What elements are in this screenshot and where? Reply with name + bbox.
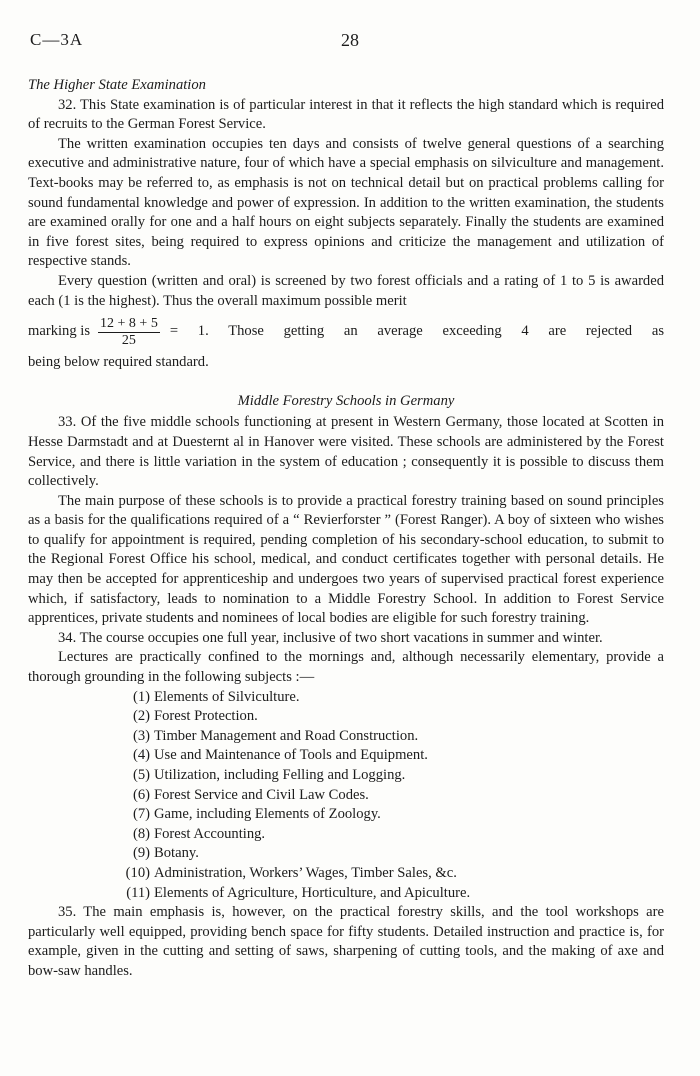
paragraph-lectures: Lectures are practically confined to the mornings and, although necessarily elementary, provide a thorough grounding in the following subjects :— [28, 649, 664, 686]
list-item-text: Utilization, including Felling and Logging. [154, 767, 406, 783]
list-item-number: (6) [132, 786, 150, 803]
list-item-text: Use and Maintenance of Tools and Equipment. [154, 747, 428, 764]
paragraph-32: 32. This State examination is of particular interest in that it reflects the high standard which is required of recruits to the German Forest Service. [28, 96, 664, 133]
list-item [124, 707, 664, 727]
list-item [124, 688, 664, 708]
merit-formula-line [28, 312, 664, 352]
marking-result: = 1. Those getting an average exceeding 4 are rejected as [169, 323, 664, 340]
list-item-text: Forest Service and Civil Law Codes. [154, 786, 369, 803]
list-item-number: (3) [132, 727, 150, 744]
section-title-middle-forestry-schools: Middle Forestry Schools in Germany [237, 392, 455, 409]
list-item [124, 746, 664, 766]
list-item-text: Administration, Workers’ Wages, Timber Sales, &c. [154, 864, 457, 881]
fraction-numerator: 12 + 8 + 5 [100, 315, 158, 331]
list-item [124, 844, 664, 864]
list-item-number: (7) [132, 806, 150, 823]
paragraph-below-standard: being below required standard. [28, 354, 209, 371]
marking-prefix: marking is [28, 323, 91, 340]
paragraph-33: 33. Of the five middle schools functioning at present in Western Germany, those located at Scotten in Hesse Darmstadt and at Duesternt al in Hanover were visited. These schools are administered by the Forest Service, and there is little variation in the system of education ; consequently it is possible to discuss them collectively. [28, 414, 664, 490]
paragraph-rating: Every question (written and oral) is screened by two forest officials and a rating of 1 to 5 is awarded each (1 is the highest). Thus the overall maximum possible merit [28, 272, 664, 309]
fraction-denominator: 25 [121, 332, 136, 348]
list-item [124, 864, 664, 884]
list-item-text: Elements of Silviculture. [154, 688, 300, 705]
list-item [124, 884, 664, 904]
list-item [124, 805, 664, 825]
list-item-number: (10) [125, 864, 150, 881]
list-item-text: Elements of Agriculture, Horticulture, and Apiculture. [154, 884, 471, 901]
page-number: 28 [341, 30, 359, 50]
list-item-number: (4) [132, 747, 150, 764]
list-item-text: Botany. [154, 845, 199, 862]
section-title-higher-state-examination: The Higher State Examination [28, 77, 206, 93]
document-code: C—3A [30, 30, 84, 49]
list-item-number: (2) [132, 708, 150, 725]
list-item-number: (9) [132, 845, 150, 862]
page-body [28, 76, 664, 982]
paragraph-written-examination: The written examination occupies ten days and consists of twelve general questions of a searching executive and administrative nature, four of which have a special emphasis on silviculture and management. Text-books may be referred to, as emphasis is not on technical detail but on practical problems calling for sound fundamental knowledge and power of expression. In addition to the written examination, the students are examined orally for one and a half hours on eight subjects separately. Finally the students are examined in five forest sites, being required to express opinions and criticize the management and utilization of respective stands. [28, 135, 664, 270]
list-item-text: Forest Protection. [154, 708, 258, 725]
paragraph-35: 35. The main emphasis is, however, on the practical forestry skills, and the tool workshops are particularly well equipped, providing bench space for fifty students. Detailed instruction and practice is, for example, given in the cutting and setting of saws, sharpening of cutting tools, and the making of axe and bow-saw handles. [28, 904, 664, 979]
merit-fraction [98, 316, 160, 349]
list-item-number: (11) [126, 884, 150, 901]
list-item-number: (1) [132, 688, 150, 705]
paragraph-34: 34. The course occupies one full year, inclusive of two short vacations in summer and winter. [58, 629, 603, 646]
list-item [124, 727, 664, 747]
list-item-number: (5) [132, 767, 150, 783]
paragraph-main-purpose: The main purpose of these schools is to provide a practical forestry training based on sound principles as a basis for the qualifications required of a “ Revierforster ” (Forest Ranger). A boy of sixteen who wishes to qualify for appointment is required, pending completion of his secondary-school education, to submit to the Regional Forest Office his school, medical, and conduct certificates together with personal details. He may then be accepted for apprenticeship and undergoes two years of supervised practical forest experience which, if satisfactory, leads to nomination to a Middle Forestry School. In addition to Forest Service apprentices, private students and nominees of local bodies are eligible for such forestry training. [28, 492, 664, 627]
list-item [124, 825, 664, 845]
list-item-text: Forest Accounting. [154, 825, 266, 842]
subjects-list [28, 688, 664, 904]
list-item-text: Game, including Elements of Zoology. [154, 806, 381, 823]
list-item-text: Timber Management and Road Construction. [154, 727, 419, 744]
list-item-number: (8) [132, 825, 150, 842]
list-item [124, 786, 664, 806]
page-header [30, 30, 670, 54]
list-item [124, 766, 664, 786]
